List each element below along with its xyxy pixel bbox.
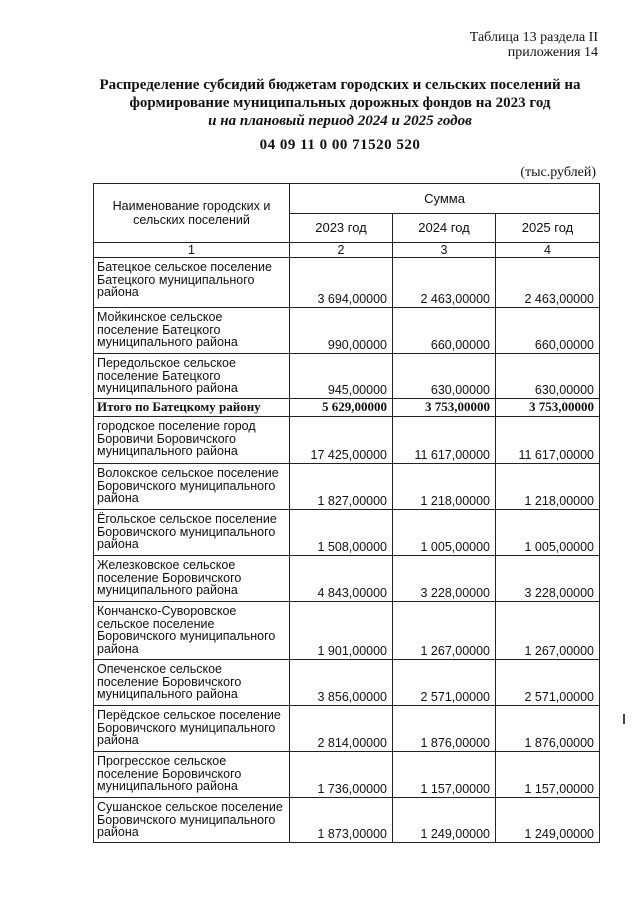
settlement-name: городское поселение город Боровичи Боровичского муниципального района: [94, 417, 290, 464]
amount-2025: 1 267,00000: [496, 602, 600, 660]
amount-2024: 1 157,00000: [393, 752, 496, 798]
settlement-name: Железковское сельское поселение Боровичского муниципального района: [94, 556, 290, 602]
settlement-name: Перёдское сельское поселение Боровичского муниципального района: [94, 706, 290, 752]
column-number: 4: [496, 243, 600, 258]
amount-2024: 630,00000: [393, 354, 496, 399]
amount-2023: 1 901,00000: [290, 602, 393, 660]
settlement-name: Опеченское сельское поселение Боровичского муниципального района: [94, 660, 290, 706]
units-label: (тыс.рублей): [520, 165, 596, 180]
column-number: 1: [94, 243, 290, 258]
amount-2023: 1 873,00000: [290, 798, 393, 843]
column-header-sum: Сумма: [290, 184, 600, 214]
title-line-3: и на плановый период 2024 и 2025 годов: [208, 113, 472, 129]
amount-2025: 1 249,00000: [496, 798, 600, 843]
settlement-name: Итого по Батецкому району: [94, 399, 290, 417]
amount-2025: 2 571,00000: [496, 660, 600, 706]
table-row: [94, 510, 600, 556]
table-row: [94, 258, 600, 308]
settlement-name: Волокское сельское поселение Боровичского муниципального района: [94, 464, 290, 510]
amount-2023: 17 425,00000: [290, 417, 393, 464]
settlement-name: Батецкое сельское поселение Батецкого муниципального района: [94, 258, 290, 308]
amount-2024: 1 218,00000: [393, 464, 496, 510]
table-body: [94, 258, 600, 843]
column-header-2023: 2023 год: [290, 213, 393, 243]
table-row: [94, 660, 600, 706]
amount-2025: 660,00000: [496, 308, 600, 354]
amount-2025: 11 617,00000: [496, 417, 600, 464]
title-line-1: Распределение субсидий бюджетам городских и сельских поселений на: [99, 77, 581, 93]
amount-2025: 630,00000: [496, 354, 600, 399]
column-header-2024: 2024 год: [393, 213, 496, 243]
table-row: [94, 602, 600, 660]
column-number: 2: [290, 243, 393, 258]
amount-2024: 1 005,00000: [393, 510, 496, 556]
column-header-name: Наименование городских и сельских поселений: [94, 184, 290, 243]
amount-2025: 1 218,00000: [496, 464, 600, 510]
amount-2023: 4 843,00000: [290, 556, 393, 602]
amount-2024: 2 571,00000: [393, 660, 496, 706]
table-row: [94, 354, 600, 399]
title-line-2: формирование муниципальных дорожных фондов на 2023 год: [129, 95, 551, 111]
amount-2023: 2 814,00000: [290, 706, 393, 752]
amount-2023: 1 736,00000: [290, 752, 393, 798]
amount-2024: 3 228,00000: [393, 556, 496, 602]
amount-2025: 1 005,00000: [496, 510, 600, 556]
table-row-total: [94, 399, 600, 417]
amount-2023: 5 629,00000: [290, 399, 393, 417]
amount-2023: 3 694,00000: [290, 258, 393, 308]
subsidy-table: [93, 183, 600, 843]
budget-classification-code: 04 09 11 0 00 71520 520: [259, 137, 421, 153]
settlement-name: Передольское сельское поселение Батецкого муниципального района: [94, 354, 290, 399]
settlement-name: Мойкинское сельское поселение Батецкого муниципального района: [94, 308, 290, 354]
amount-2024: 1 267,00000: [393, 602, 496, 660]
table-row: [94, 464, 600, 510]
column-number: 3: [393, 243, 496, 258]
table-row: [94, 798, 600, 843]
amount-2024: 11 617,00000: [393, 417, 496, 464]
column-number-row: [94, 243, 600, 258]
scan-mark: [623, 714, 625, 724]
reference-line-table: Таблица 13 раздела II: [469, 30, 598, 45]
settlement-name: Сушанское сельское поселение Боровичского муниципального района: [94, 798, 290, 843]
table-row: [94, 706, 600, 752]
table-row: [94, 308, 600, 354]
amount-2023: 945,00000: [290, 354, 393, 399]
amount-2024: 3 753,00000: [393, 399, 496, 417]
amount-2023: 1 827,00000: [290, 464, 393, 510]
amount-2024: 1 876,00000: [393, 706, 496, 752]
table-row: [94, 556, 600, 602]
amount-2024: 1 249,00000: [393, 798, 496, 843]
amount-2023: 1 508,00000: [290, 510, 393, 556]
amount-2025: 1 157,00000: [496, 752, 600, 798]
amount-2023: 990,00000: [290, 308, 393, 354]
settlement-name: Кончанско-Суворовское сельское поселение Боровичского муниципального района: [94, 602, 290, 660]
column-header-2025: 2025 год: [496, 213, 600, 243]
table-reference: [470, 30, 598, 60]
settlement-name: Ёгольское сельское поселение Боровичского муниципального района: [94, 510, 290, 556]
settlement-name: Прогресское сельское поселение Боровичского муниципального района: [94, 752, 290, 798]
amount-2025: 2 463,00000: [496, 258, 600, 308]
amount-2023: 3 856,00000: [290, 660, 393, 706]
amount-2024: 2 463,00000: [393, 258, 496, 308]
reference-line-appendix: приложения 14: [507, 45, 598, 60]
amount-2025: 1 876,00000: [496, 706, 600, 752]
table-row: [94, 752, 600, 798]
amount-2025: 3 753,00000: [496, 399, 600, 417]
table-row: [94, 417, 600, 464]
document-title: [60, 76, 620, 130]
amount-2024: 660,00000: [393, 308, 496, 354]
amount-2025: 3 228,00000: [496, 556, 600, 602]
